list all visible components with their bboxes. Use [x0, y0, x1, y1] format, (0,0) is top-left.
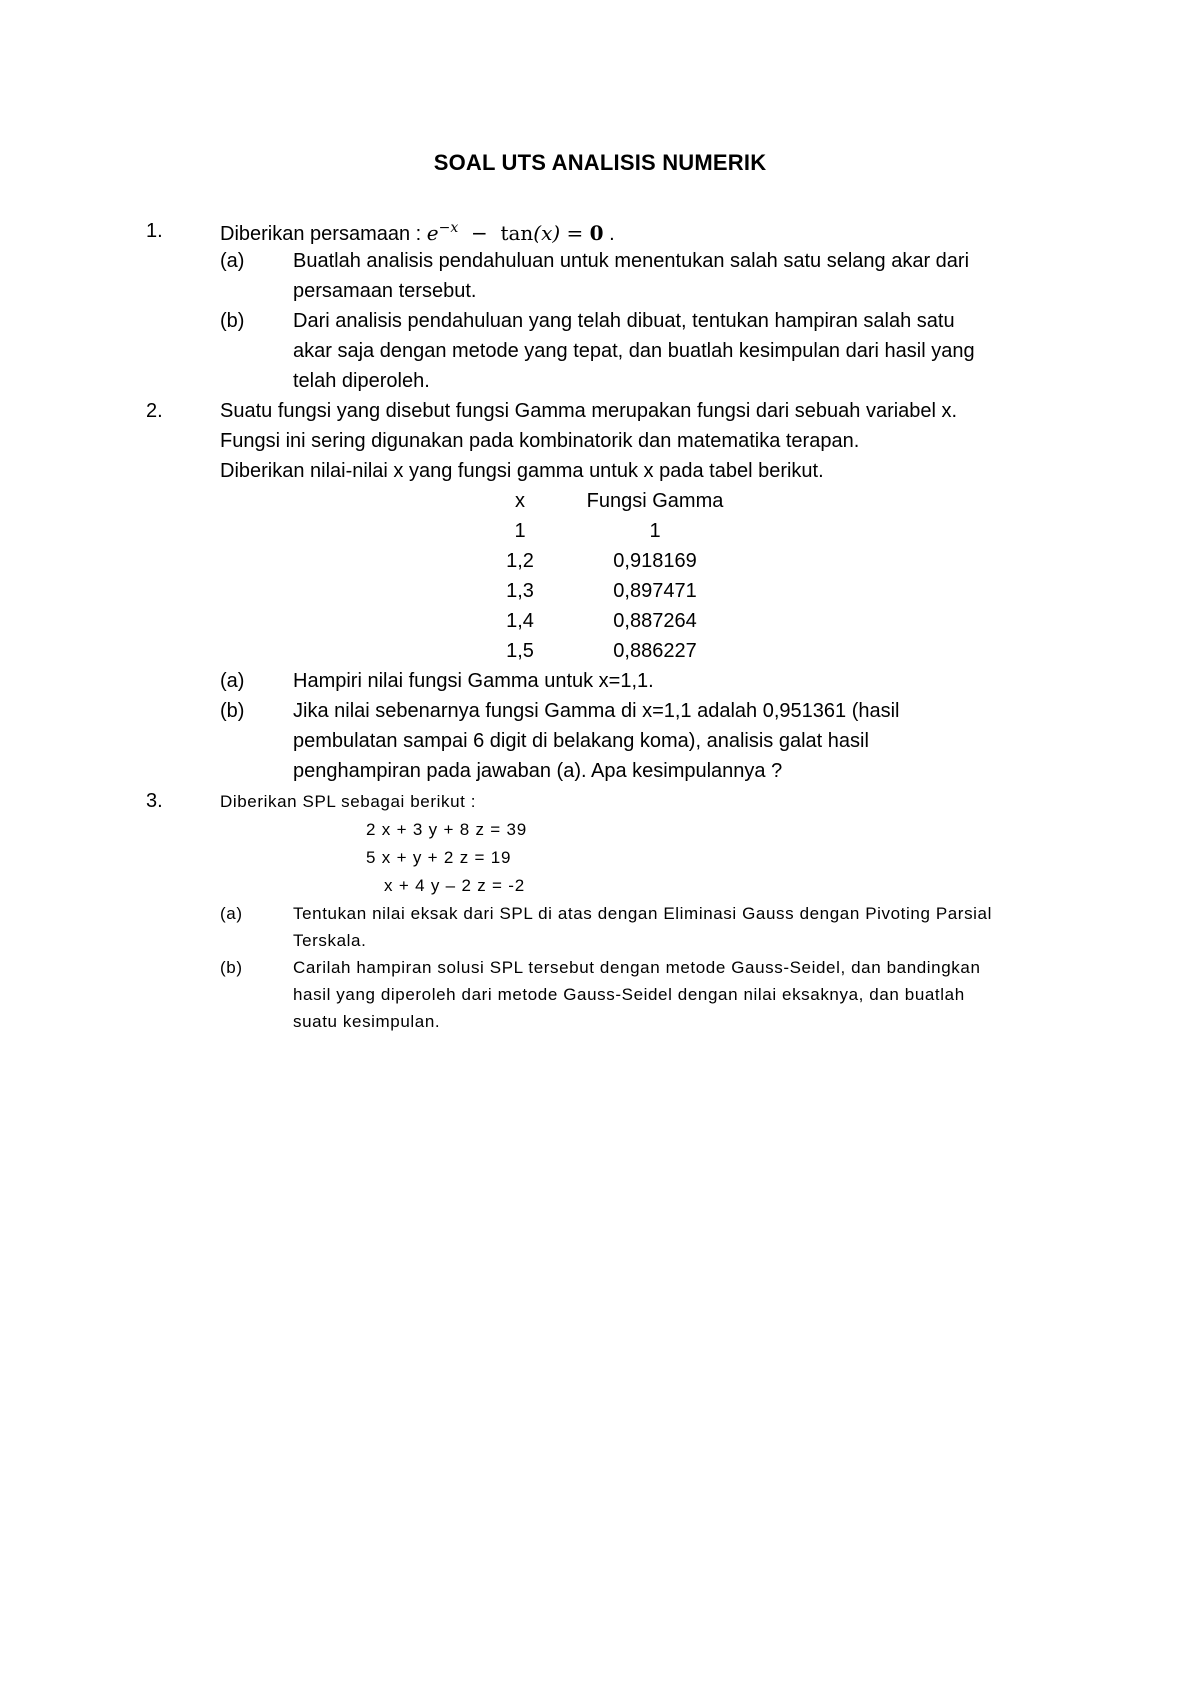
q3-b-line2: hasil yang diperoleh dari metode Gauss-Seidel dengan nilai eksaknya, dan buatlah	[293, 985, 965, 1004]
q1-end: .	[603, 223, 615, 245]
q2-b-line3: penghampiran pada jawaban (a). Apa kesimpulannya ?	[293, 760, 783, 782]
q2-line2: Fungsi ini sering digunakan pada kombinatorik dan matematika terapan.	[220, 430, 860, 452]
table-cell-x: 1,5	[506, 640, 534, 662]
table-cell-x: 1,4	[506, 610, 534, 632]
q1-b-label: (b)	[220, 310, 245, 332]
q3-a-line1: Tentukan nilai eksak dari SPL di atas dengan Eliminasi Gauss dengan Pivoting Parsial	[293, 904, 992, 923]
table-cell-x: 1,2	[506, 550, 534, 572]
q1-intro-text: Diberikan persamaan :	[220, 223, 427, 245]
q1-a-line2: persamaan tersebut.	[293, 280, 477, 302]
q2-b-label: (b)	[220, 700, 245, 722]
table-cell-gamma: 0,897471	[613, 580, 697, 602]
q1-b-line1: Dari analisis pendahuluan yang telah dibuat, tentukan hampiran salah satu	[293, 310, 955, 332]
q3-a-line2: Terskala.	[293, 931, 367, 950]
q3-a-label: (a)	[220, 904, 243, 923]
q1-intro	[220, 221, 615, 244]
spl-equation-3: x + 4 y – 2 z = -2	[384, 876, 526, 895]
spl-equation-2: 5 x + y + 2 z = 19	[366, 848, 512, 867]
table-cell-gamma: 0,886227	[613, 640, 697, 662]
q3-number: 3.	[146, 790, 163, 812]
table-header-gamma: Fungsi Gamma	[586, 490, 724, 512]
table-cell-gamma: 0,887264	[613, 610, 697, 632]
q1-number: 1.	[146, 220, 163, 242]
q1-b-line2: akar saja dengan metode yang tepat, dan buatlah kesimpulan dari hasil yang	[293, 340, 975, 362]
q1-a-line1: Buatlah analisis pendahuluan untuk menentukan salah satu selang akar dari	[293, 250, 970, 272]
q2-b-line2: pembulatan sampai 6 digit di belakang koma), analisis galat hasil	[293, 730, 869, 752]
q3-intro: Diberikan SPL sebagai berikut :	[220, 792, 477, 811]
q2-a-line1: Hampiri nilai fungsi Gamma untuk x=1,1.	[293, 670, 654, 692]
q3-b-line1: Carilah hampiran solusi SPL tersebut dengan metode Gauss-Seidel, dan bandingkan	[293, 958, 981, 977]
q2-number: 2.	[146, 400, 163, 422]
table-cell-x: 1	[514, 520, 526, 542]
page-title: SOAL UTS ANALISIS NUMERIK	[433, 150, 767, 175]
q1-equation: $e^{-x} - \tan(x) = 0$	[426, 220, 604, 245]
table-cell-x: 1,3	[506, 580, 534, 602]
q3-b-line3: suatu kesimpulan.	[293, 1012, 441, 1031]
table-cell-gamma: 0,918169	[613, 550, 697, 572]
q1-b-line3: telah diperoleh.	[293, 370, 430, 392]
q2-line1: Suatu fungsi yang disebut fungsi Gamma merupakan fungsi dari sebuah variabel x.	[220, 400, 958, 422]
table-header-x: x	[515, 490, 525, 512]
q1-a-label: (a)	[220, 250, 245, 272]
spl-equation-1: 2 x + 3 y + 8 z = 39	[366, 820, 528, 839]
q3-b-label: (b)	[220, 958, 243, 977]
q2-b-line1: Jika nilai sebenarnya fungsi Gamma di x=1,1 adalah 0,951361 (hasil	[293, 700, 900, 722]
q2-a-label: (a)	[220, 670, 245, 692]
table-cell-gamma: 1	[649, 520, 661, 542]
q2-line3: Diberikan nilai-nilai x yang fungsi gamma untuk x pada tabel berikut.	[220, 460, 824, 482]
